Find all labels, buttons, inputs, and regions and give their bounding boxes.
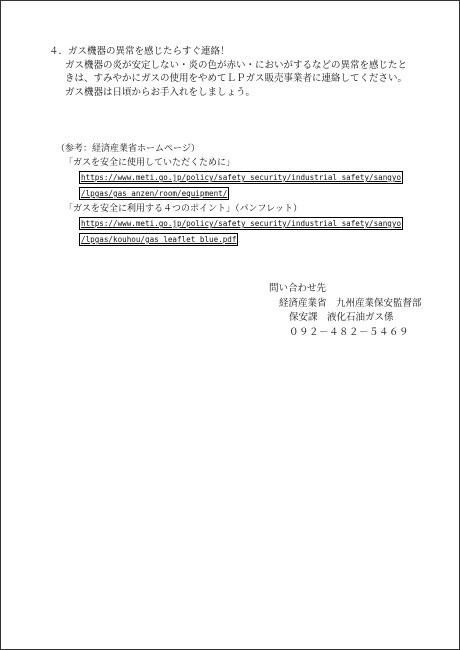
- reference-doc-title: 「ガスを安全に利用する４つのポイント」（パンフレット）: [64, 204, 303, 214]
- reference-link[interactable]: https://www.meti.go.jp/policy/safety_security/industrial_safety/sangyo: [81, 219, 402, 228]
- section-4-line: ガス機器は日頃からお手入れをしましょう。: [65, 86, 256, 98]
- contact-heading: 問い合わせ先: [269, 283, 327, 294]
- reference-link[interactable]: https://www.meti.go.jp/policy/safety_security/industrial_safety/sangyo: [81, 173, 402, 182]
- reference-doc-title: 「ガスを安全に使用していただくために」: [64, 158, 236, 168]
- section-4: [49, 45, 407, 99]
- section-4-body: [49, 59, 407, 100]
- section-4-line: ガス機器の炎が安定しない・炎の色が赤い・においがするなどの異常を感じたと: [65, 59, 408, 71]
- contact-phone: ０９２－４８２－５４６９: [289, 326, 410, 338]
- contact-block: [269, 282, 422, 340]
- reference-section: [56, 142, 403, 248]
- section-4-line: きは、すみやかにガスの使用をやめてＬＰガス販売事業者に連絡してください。: [65, 73, 408, 84]
- reference-link[interactable]: /lpgas/kouhou/gas_leaflet_blue.pdf: [81, 235, 237, 244]
- contact-division: 保安課 液化石油ガス係: [289, 312, 394, 323]
- reference-link[interactable]: /lpgas/gas_anzen/room/equipment/: [81, 189, 228, 198]
- contact-organization: 経済産業省 九州産業保安監督部: [279, 297, 422, 309]
- section-4-heading: ４．ガス機器の異常を感じたらすぐ連絡！: [49, 46, 230, 57]
- reference-heading: （参考：経済産業省ホームページ）: [56, 144, 200, 154]
